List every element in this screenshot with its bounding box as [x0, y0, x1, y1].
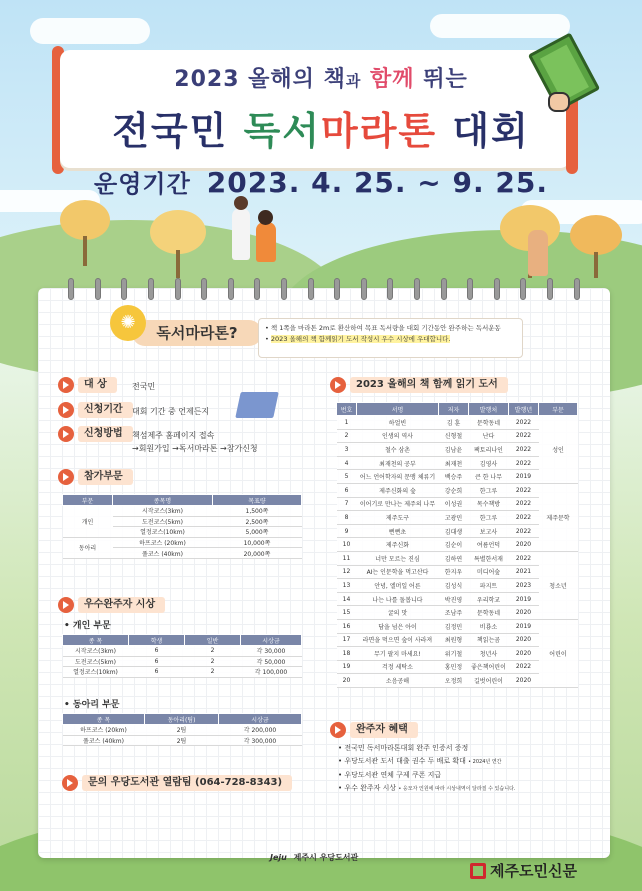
book-group: 성인: [539, 416, 578, 484]
jeju-logo: Jeju: [270, 853, 287, 862]
table-cell: 6: [129, 646, 185, 657]
table-cell: 2021: [509, 565, 539, 579]
apply-period-label: 신청기간: [78, 402, 133, 418]
books-section: [330, 377, 508, 393]
table-cell: 각 50,000: [241, 656, 302, 667]
table-cell: 오정희: [439, 674, 469, 688]
table-cell: 9: [337, 524, 357, 538]
table-row: [63, 537, 302, 548]
individual-awards-label: • 개인 부문: [64, 618, 111, 631]
intro-description: [258, 318, 523, 358]
table-cell: 2020: [509, 538, 539, 552]
title-word-1: 전국민: [112, 109, 229, 153]
table-cell: 2022: [509, 443, 539, 457]
table-cell: 2020: [509, 674, 539, 688]
benefits-section: [330, 722, 418, 738]
contact-section: [62, 775, 302, 791]
benefits-list: [338, 742, 574, 796]
column-header: 부문: [539, 403, 578, 416]
table-cell: 한지우: [439, 565, 469, 579]
table-cell: 8: [337, 511, 357, 525]
column-header: 번호: [337, 403, 357, 416]
ring: [441, 278, 447, 300]
column-header: 시상금: [219, 714, 302, 725]
table-cell: 2022: [509, 429, 539, 443]
table-cell: 2: [185, 667, 241, 678]
library-footer: [270, 852, 358, 863]
cloud: [30, 18, 150, 44]
table-cell: 14: [337, 592, 357, 606]
table-cell: 김순이: [439, 538, 469, 552]
table-cell: 박진영: [439, 592, 469, 606]
benefit-item: • 우당도서관 연체 구제 쿠폰 지급: [338, 769, 574, 782]
books-label: 2023 올해의 책 함께 읽기 도서: [350, 377, 508, 393]
table-cell: 미디어숲: [469, 565, 509, 579]
subtitle-text-end: 뛰는: [423, 67, 468, 92]
subtitle-highlight: 함께: [370, 67, 415, 92]
table-cell: 나는 나를 돌봅니다: [357, 592, 439, 606]
table-cell: 2022: [509, 660, 539, 674]
open-book-icon: [235, 392, 279, 418]
title-word-4: 대회: [452, 109, 530, 153]
lightbulb-icon: ✺: [110, 305, 146, 341]
table-cell: 6: [129, 656, 185, 667]
table-cell: 철수 삼촌: [357, 443, 439, 457]
target-label: 대 상: [78, 377, 117, 393]
ring: [175, 278, 181, 300]
person-illustration: [232, 208, 250, 260]
table-cell: 19: [337, 660, 357, 674]
category-goal: 10,000쪽: [213, 537, 302, 548]
table-cell: 16: [337, 619, 357, 633]
category-name: 열정코스(10km): [113, 527, 213, 538]
apply-method-section: [58, 426, 133, 442]
table-cell: 소음공해: [357, 674, 439, 688]
table-cell: 한그루: [469, 511, 509, 525]
table-cell: 7: [337, 497, 357, 511]
table-cell: 최원형: [439, 633, 469, 647]
table-cell: 18: [337, 647, 357, 661]
person-illustration: [528, 230, 548, 276]
table-cell: 라면을 먹으면 숲이 사라져: [357, 633, 439, 647]
club-awards-table: [62, 713, 302, 746]
column-header: 시상금: [241, 635, 302, 646]
table-row: [63, 735, 302, 746]
contact-info: 문의 우당도서관 열람팀 (064-728-8343): [82, 775, 292, 791]
categories-section: [58, 469, 133, 485]
ring: [387, 278, 393, 300]
table-cell: 2020: [509, 606, 539, 620]
tree: [570, 215, 622, 255]
operation-period: [0, 164, 642, 199]
table-row: [63, 667, 302, 678]
categories-table: [62, 494, 302, 559]
table-cell: 이성권: [439, 497, 469, 511]
table-cell: 2020: [509, 647, 539, 661]
title-word-2: 독서: [243, 109, 321, 153]
book-group: 청소년: [539, 551, 578, 619]
table-cell: 조남주: [439, 606, 469, 620]
person-head: [258, 210, 273, 225]
table-cell: 2: [337, 429, 357, 443]
table-cell: 제주신화: [357, 538, 439, 552]
category-group: 개인: [63, 506, 113, 538]
title-word-3: 마라톤: [321, 109, 438, 153]
table-cell: 도전코스(5km): [63, 656, 129, 667]
books-table: [336, 402, 578, 688]
benefit-item: • 전국민 독서마라톤대회 완주 인증서 증정: [338, 742, 574, 755]
column-header: 목표량: [213, 495, 302, 506]
table-cell: 11: [337, 551, 357, 565]
table-cell: 큰 한 나무: [469, 470, 509, 484]
column-header: 저자: [439, 403, 469, 416]
person-illustration: [256, 222, 276, 262]
table-cell: 2팀: [145, 735, 219, 746]
arrow-badge-icon: [330, 722, 346, 738]
ring: [334, 278, 340, 300]
subtitle-particle: 과: [345, 72, 362, 90]
table-cell: 17: [337, 633, 357, 647]
table-cell: 3: [337, 443, 357, 457]
ring: [95, 278, 101, 300]
table-cell: 뻔뻔초: [357, 524, 439, 538]
table-cell: 2: [185, 656, 241, 667]
apply-method-line-1: 책섬제주 홈페이지 접속: [132, 431, 215, 440]
arrow-badge-icon: [330, 377, 346, 393]
table-cell: 홍민정: [439, 660, 469, 674]
table-cell: 각 100,000: [241, 667, 302, 678]
arrow-badge-icon: [58, 402, 74, 418]
table-cell: AI는 인문학을 먹고산다: [357, 565, 439, 579]
table-cell: 청년사: [469, 647, 509, 661]
table-cell: 2019: [509, 592, 539, 606]
apply-period-value: 대회 기간 중 언제든지: [132, 407, 210, 416]
cloud: [430, 14, 570, 38]
benefits-label: 완주자 혜택: [350, 722, 418, 738]
tree-trunk: [176, 250, 180, 278]
ring: [547, 278, 553, 300]
table-cell: 5: [337, 470, 357, 484]
category-goal: 2,500쪽: [213, 516, 302, 527]
table-cell: 굴의 맛: [357, 606, 439, 620]
table-cell: 팩토리나인: [469, 443, 509, 457]
table-cell: 최재천: [439, 456, 469, 470]
table-cell: 위기철: [439, 647, 469, 661]
table-cell: 목수책방: [469, 497, 509, 511]
table-cell: 인생의 역사: [357, 429, 439, 443]
tree: [150, 210, 206, 254]
table-cell: 2022: [509, 416, 539, 430]
table-cell: 우리학교: [469, 592, 509, 606]
table-cell: 걱정 세탁소: [357, 660, 439, 674]
apply-period-section: [58, 402, 133, 418]
press-name: 제주도민신문: [490, 862, 577, 880]
arrow-badge-icon: [62, 775, 78, 791]
table-cell: 백승주: [439, 470, 469, 484]
table-row: [337, 551, 578, 565]
category-goal: 1,500쪽: [213, 506, 302, 517]
table-cell: 각 200,000: [219, 725, 302, 736]
table-row: [63, 506, 302, 517]
period-label: 운영기간: [94, 170, 191, 198]
table-cell: 김 훈: [439, 416, 469, 430]
table-cell: 13: [337, 579, 357, 593]
table-cell: 신형철: [439, 429, 469, 443]
table-row: [337, 416, 578, 430]
column-header: 종목명: [113, 495, 213, 506]
table-cell: 시작코스(3km): [63, 646, 129, 657]
tree: [60, 200, 110, 240]
target-section: [58, 377, 117, 393]
category-goal: 5,000쪽: [213, 527, 302, 538]
table-cell: 12: [337, 565, 357, 579]
table-cell: 김성식: [439, 579, 469, 593]
table-cell: 2022: [509, 483, 539, 497]
table-cell: 강순희: [439, 483, 469, 497]
arrow-badge-icon: [58, 469, 74, 485]
table-cell: 2022: [509, 497, 539, 511]
table-cell: 10: [337, 538, 357, 552]
table-cell: 제주도구: [357, 511, 439, 525]
awards-label: 우수완주자 시상: [78, 597, 165, 613]
table-cell: 파지트: [469, 579, 509, 593]
ring: [228, 278, 234, 300]
table-cell: 비룡소: [469, 619, 509, 633]
table-cell: 한그루: [469, 483, 509, 497]
table-cell: 각 30,000: [241, 646, 302, 657]
table-cell: 이어기로 만나는 제주의 나무: [357, 497, 439, 511]
table-cell: 열정코스(10km): [63, 667, 129, 678]
ring: [574, 278, 580, 300]
ring: [494, 278, 500, 300]
table-cell: 최재천의 공부: [357, 456, 439, 470]
intro-line-1: • 책 1쪽을 마라톤 2m로 환산하여 목표 독서량을 대회 기간동안 완주하는 독서운동: [265, 324, 501, 332]
table-cell: 김남윤: [439, 443, 469, 457]
table-cell: 2022: [509, 456, 539, 470]
individual-awards-table: [62, 634, 302, 678]
table-cell: 보고사: [469, 524, 509, 538]
tree-trunk: [83, 236, 87, 266]
notebook-rings: [38, 278, 610, 300]
apply-method-label: 신청방법: [78, 426, 133, 442]
table-cell: 하프코스 (20km): [63, 725, 145, 736]
intro-line-2: • 2023 올해의 책 함께읽기 도서 작성시 우수 시상에 우대합니다.: [265, 335, 451, 343]
arrow-badge-icon: [58, 377, 74, 393]
table-cell: 김하연: [439, 551, 469, 565]
table-cell: 제주신화의 숲: [357, 483, 439, 497]
apply-method-value: [132, 429, 258, 455]
table-cell: 무기 팔지 마세요!: [357, 647, 439, 661]
table-cell: 좋은책어린이: [469, 660, 509, 674]
event-subtitle: [0, 62, 642, 93]
column-header: 부문: [63, 495, 113, 506]
category-name: 하프코스 (20km): [113, 537, 213, 548]
apply-method-line-2: →회원가입 →독서마라톤 →참가신청: [132, 444, 258, 453]
column-header: 일반: [185, 635, 241, 646]
table-cell: 2020: [509, 633, 539, 647]
table-cell: 2022: [509, 551, 539, 565]
category-name: 도전코스(5km): [113, 516, 213, 527]
category-name: 풀코스 (40km): [113, 548, 213, 559]
table-cell: 1: [337, 416, 357, 430]
book-group: 어린이: [539, 619, 578, 687]
table-cell: 2팀: [145, 725, 219, 736]
ring: [148, 278, 154, 300]
benefit-item: • 우당도서관 도서 대출 권수 두 배로 확대 • 2024년 연간: [338, 755, 574, 769]
table-cell: 난다: [469, 429, 509, 443]
table-cell: 4: [337, 456, 357, 470]
ring: [201, 278, 207, 300]
column-header: 동아리(팀): [145, 714, 219, 725]
intro-label: 독서마라톤?: [132, 320, 262, 346]
tree-trunk: [594, 252, 598, 278]
table-row: [337, 483, 578, 497]
press-watermark: [470, 860, 577, 881]
table-cell: 담을 넘은 아이: [357, 619, 439, 633]
awards-section: [58, 597, 165, 613]
table-cell: 어느 언어학자의 문맹 체류기: [357, 470, 439, 484]
club-awards-label: • 동아리 부문: [64, 697, 120, 710]
table-cell: 특별한서재: [469, 551, 509, 565]
column-header: 종 목: [63, 714, 145, 725]
column-header: 발행년: [509, 403, 539, 416]
table-cell: 김정민: [439, 619, 469, 633]
table-row: [63, 725, 302, 736]
table-cell: 각 300,000: [219, 735, 302, 746]
ring: [121, 278, 127, 300]
table-cell: 15: [337, 606, 357, 620]
organization-name: 제주시 우당도서관: [293, 853, 359, 862]
categories-label: 참가부문: [78, 469, 133, 485]
ring: [467, 278, 473, 300]
table-row: [63, 646, 302, 657]
category-goal: 20,000쪽: [213, 548, 302, 559]
column-header: 발행처: [469, 403, 509, 416]
table-cell: 2019: [509, 470, 539, 484]
column-header: 서명: [357, 403, 439, 416]
table-cell: 풀코스 (40km): [63, 735, 145, 746]
table-cell: 안녕, 엘머일 어른: [357, 579, 439, 593]
benefit-item: • 우수 완주자 시상 • 응모자 인원에 따라 시상내역이 달라질 수 있습니다.: [338, 782, 574, 796]
table-cell: 여름언덕: [469, 538, 509, 552]
table-cell: 6: [337, 483, 357, 497]
column-header: 종 목: [63, 635, 129, 646]
ring: [281, 278, 287, 300]
table-cell: 김영사: [469, 456, 509, 470]
column-header: 학생: [129, 635, 185, 646]
press-logo-icon: [470, 863, 486, 879]
table-cell: 김대생: [439, 524, 469, 538]
arrow-badge-icon: [58, 426, 74, 442]
table-cell: 2022: [509, 511, 539, 525]
table-cell: 책읽는곰: [469, 633, 509, 647]
table-cell: 길벗어린이: [469, 674, 509, 688]
table-cell: 20: [337, 674, 357, 688]
table-cell: 2023: [509, 579, 539, 593]
table-cell: 2022: [509, 524, 539, 538]
table-cell: 2019: [509, 619, 539, 633]
ring: [414, 278, 420, 300]
event-title: [0, 100, 642, 155]
table-row: [63, 656, 302, 667]
table-cell: 너만 모르는 진심: [357, 551, 439, 565]
arrow-badge-icon: [58, 597, 74, 613]
table-cell: 6: [129, 667, 185, 678]
table-row: [337, 619, 578, 633]
table-cell: 문학동네: [469, 416, 509, 430]
target-value: 전국민: [132, 382, 156, 391]
category-name: 시작코스(3km): [113, 506, 213, 517]
ring: [68, 278, 74, 300]
table-cell: 하얼빈: [357, 416, 439, 430]
category-group: 동아리: [63, 537, 113, 558]
subtitle-text: 2023 올해의 책: [174, 67, 346, 92]
ring: [254, 278, 260, 300]
period-value: 2023. 4. 25. ~ 9. 25.: [206, 166, 548, 199]
table-cell: 고광민: [439, 511, 469, 525]
ring: [520, 278, 526, 300]
table-cell: 2: [185, 646, 241, 657]
ring: [308, 278, 314, 300]
table-cell: 문학동네: [469, 606, 509, 620]
ring: [361, 278, 367, 300]
book-group: 제주문학: [539, 483, 578, 551]
